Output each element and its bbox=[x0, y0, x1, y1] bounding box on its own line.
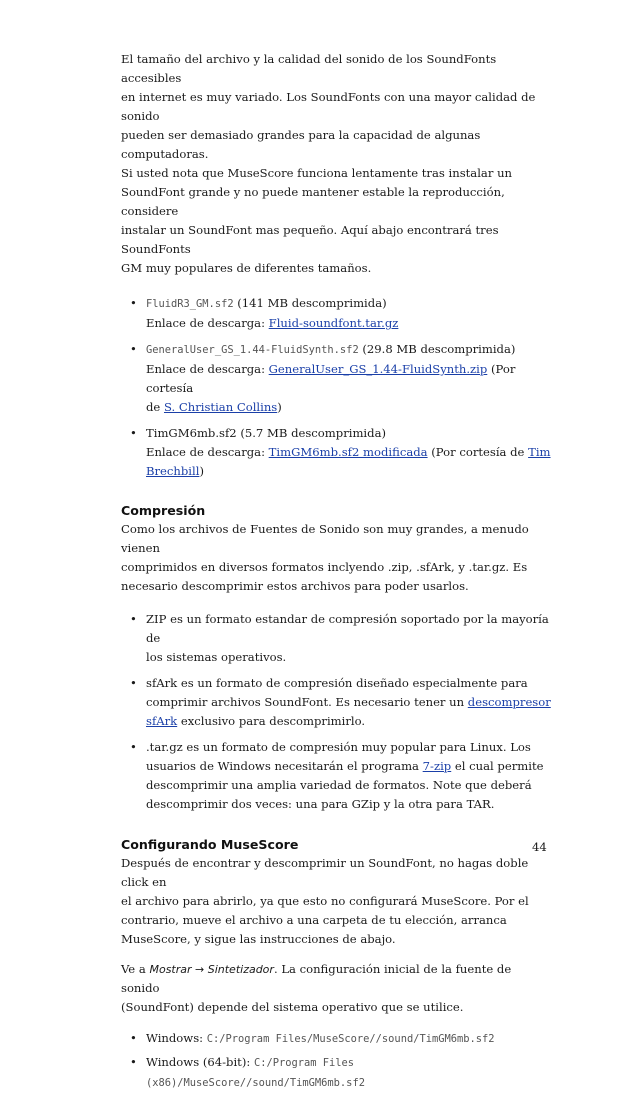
soundfont-list bbox=[121, 294, 553, 481]
courtesy-text: ) bbox=[277, 400, 282, 414]
sfark-text: exclusivo para descomprimirlo. bbox=[180, 714, 366, 728]
config-paragraph bbox=[121, 854, 553, 949]
descompresor-link[interactable]: descompresor bbox=[467, 695, 551, 709]
targz-text: .tar.gz es un formato de compresión muy popular para Linux. Los bbox=[146, 740, 531, 754]
list-item bbox=[121, 294, 553, 333]
sfark-text: sfArk es un formato de compresión diseñado especialmente para bbox=[146, 676, 528, 690]
soundfont-size: (141 MB descomprimida) bbox=[237, 296, 387, 310]
compresion-paragraph bbox=[121, 520, 553, 596]
list-item bbox=[121, 340, 553, 417]
soundfont-path: C:/Program Files/MuseScore//sound/TimGM6mb.sf2 bbox=[206, 1033, 495, 1045]
intro-line: Si usted nota que MuseScore funciona lentamente tras instalar un bbox=[121, 166, 513, 180]
author-link[interactable]: Brechbill bbox=[146, 464, 200, 478]
config-paragraph-2 bbox=[121, 960, 553, 1017]
author-link[interactable]: S. Christian Collins bbox=[163, 400, 278, 414]
download-link[interactable]: Fluid-soundfont.tar.gz bbox=[268, 316, 399, 330]
intro-line: SoundFont grande y no puede mantener estable la reproducción, considere bbox=[121, 185, 505, 218]
page-number: 44 bbox=[532, 840, 547, 854]
download-label: Enlace de descarga: bbox=[146, 445, 265, 459]
download-link[interactable]: GeneralUser_GS_1.44-FluidSynth.zip bbox=[268, 362, 488, 376]
targz-text: descomprimir dos veces: una para GZip y la otra para TAR. bbox=[146, 797, 495, 811]
sfark-text: comprimir archivos SoundFont. Es necesario tener un bbox=[146, 695, 465, 709]
intro-line: instalar un SoundFont mas pequeño. Aquí abajo encontrará tres SoundFonts bbox=[121, 223, 499, 256]
section-heading-configurando: Configurando MuseScore bbox=[121, 837, 299, 852]
intro-paragraph bbox=[121, 50, 553, 278]
download-label: Enlace de descarga: bbox=[146, 362, 265, 376]
list-item bbox=[121, 1053, 553, 1093]
body-line: Después de encontrar y descomprimir un SoundFont, no hagas doble click en bbox=[121, 856, 529, 889]
ve-a-text: Ve a bbox=[121, 962, 146, 976]
body-line: comprimidos en diversos formatos inclyendo .zip, .sfArk, y .tar.gz. Es bbox=[121, 560, 528, 574]
intro-line: GM muy populares de diferentes tamaños. bbox=[121, 261, 372, 275]
7zip-link[interactable]: 7-zip bbox=[422, 759, 452, 773]
soundfont-path: (x86)/MuseScore//sound/TimGM6mb.sf2 bbox=[146, 1077, 365, 1089]
intro-line: pueden ser demasiado grandes para la capacidad de algunas computadoras. bbox=[121, 128, 481, 161]
body-line: necesario descomprimir estos archivos para poder usarlos. bbox=[121, 579, 469, 593]
zip-text: los sistemas operativos. bbox=[146, 650, 287, 664]
courtesy-text: ) bbox=[199, 464, 204, 478]
soundfont-path: C:/Program Files bbox=[253, 1057, 355, 1069]
list-item bbox=[121, 610, 553, 667]
download-label: Enlace de descarga: bbox=[146, 316, 265, 330]
targz-text: el cual permite bbox=[454, 759, 544, 773]
menu-path: Mostrar → Sintetizador bbox=[149, 963, 274, 976]
soundfont-size: (29.8 MB descomprimida) bbox=[362, 342, 516, 356]
body-line: MuseScore, y sigue las instrucciones de abajo. bbox=[121, 932, 396, 946]
body-line: (SoundFont) depende del sistema operativo que se utilice. bbox=[121, 1000, 464, 1014]
body-line: contrario, mueve el archivo a una carpeta de tu elección, arranca bbox=[121, 913, 507, 927]
soundfont-filename: TimGM6mb.sf2 (5.7 MB descomprimida) bbox=[146, 426, 386, 440]
list-item bbox=[121, 738, 553, 814]
section-heading-compresion: Compresión bbox=[121, 503, 206, 518]
list-item bbox=[121, 424, 553, 481]
download-link[interactable]: TimGM6mb.sf2 modificada bbox=[268, 445, 428, 459]
list-item bbox=[121, 1029, 553, 1049]
sfark-link[interactable]: sfArk bbox=[146, 714, 178, 728]
os-label: Windows: bbox=[146, 1031, 204, 1045]
config-text: . La configuración inicial de la fuente de sonido bbox=[121, 962, 512, 995]
courtesy-text: (Por cortesía de bbox=[431, 445, 525, 459]
soundfont-filename: FluidR3_GM.sf2 bbox=[146, 298, 234, 310]
body-line: el archivo para abrirlo, ya que esto no configurará MuseScore. Por el bbox=[121, 894, 529, 908]
zip-text: ZIP es un formato estandar de compresión soportado por la mayoría de bbox=[146, 612, 549, 645]
courtesy-text: (Por cortesía bbox=[146, 362, 516, 395]
courtesy-text: de bbox=[146, 400, 161, 414]
list-item bbox=[121, 674, 553, 731]
page-content bbox=[121, 50, 553, 1093]
soundfont-filename: GeneralUser_GS_1.44-FluidSynth.sf2 bbox=[146, 344, 359, 356]
intro-line: en internet es muy variado. Los SoundFonts con una mayor calidad de sonido bbox=[121, 90, 536, 123]
os-path-list bbox=[121, 1029, 553, 1093]
body-line: Como los archivos de Fuentes de Sonido son muy grandes, a menudo vienen bbox=[121, 522, 529, 555]
os-label: Windows (64-bit): bbox=[146, 1055, 251, 1069]
targz-text: descomprimir una amplia variedad de formatos. Note que deberá bbox=[146, 778, 532, 792]
body-line bbox=[121, 960, 553, 998]
author-link[interactable]: Tim bbox=[528, 445, 551, 459]
intro-line: El tamaño del archivo y la calidad del sonido de los SoundFonts accesibles bbox=[121, 52, 497, 85]
targz-text: usuarios de Windows necesitarán el programa bbox=[146, 759, 419, 773]
format-list bbox=[121, 610, 553, 814]
